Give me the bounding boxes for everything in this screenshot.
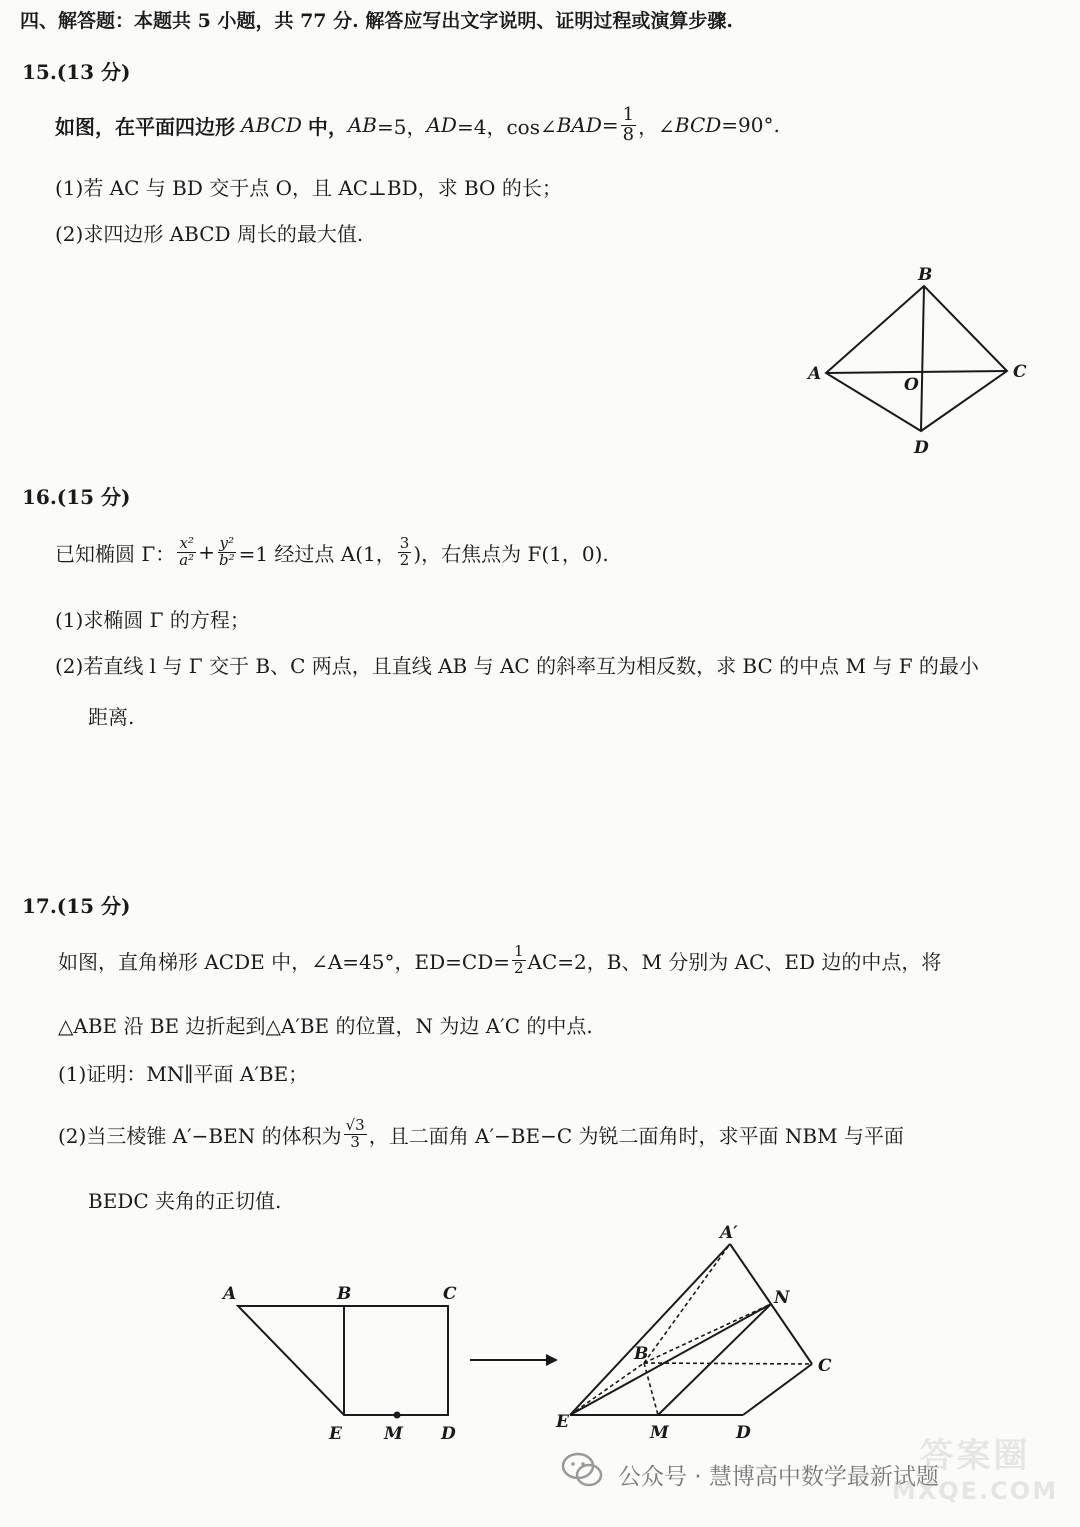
q16-number: 16.	[22, 485, 57, 509]
label-c: C	[1013, 362, 1027, 382]
q15-header	[22, 56, 131, 85]
q16-points: (15 分)	[56, 485, 131, 509]
fraction-denominator: a²	[179, 550, 195, 569]
watermark	[560, 1428, 1060, 1518]
label-m: M	[650, 1423, 669, 1443]
q17-part2-line2: BEDC 夹角的正切值.	[88, 1189, 282, 1213]
watermark-logo-sub: MXQE.COM	[891, 1477, 1059, 1505]
watermark-text: 公众号 · 慧博高中数学最新试题	[618, 1464, 939, 1490]
label-d: D	[441, 1424, 456, 1444]
q15-stem	[55, 103, 780, 147]
diagonal-bd	[921, 286, 924, 431]
q16-stem	[55, 526, 609, 578]
q17-part2-line1	[58, 1108, 904, 1160]
fraction-numerator: 3	[399, 533, 410, 552]
q15-stem-var: AD	[426, 113, 457, 137]
q17-fraction-sqrt3	[344, 1115, 367, 1151]
fraction-numerator: x²	[179, 533, 194, 552]
q16-fraction-y	[217, 533, 237, 569]
q17-part1: (1)证明：MN∥平面 A′BE；	[58, 1062, 309, 1086]
q15-stem-text: ，∠	[638, 114, 675, 139]
label-n: N	[774, 1288, 790, 1308]
label-a-prime: A′	[720, 1223, 738, 1243]
q17-part2-text: ，且二面角 A′−BE−C 为锐二面角时，求平面 NBM 与平面	[368, 1123, 904, 1148]
q16-fraction-x	[177, 533, 196, 569]
q15-fraction	[621, 103, 636, 145]
diagonal-ac	[826, 371, 1007, 373]
q15-stem-var: BAD	[556, 113, 602, 137]
q17-figure-folded-solid	[548, 1222, 848, 1452]
transform-arrow-icon	[468, 1350, 560, 1370]
label-c: C	[443, 1284, 457, 1304]
q16-stem-text: =1 经过点 A(1，	[238, 541, 396, 566]
q15-stem-text: =4，cos∠	[456, 114, 557, 139]
fraction-denominator: 8	[622, 123, 635, 145]
q15-stem-var: ABCD	[241, 113, 302, 137]
q16-part2-line2: 距离.	[88, 705, 135, 729]
fraction-denominator: 3	[350, 1132, 360, 1151]
q17-stem-text: 如图，直角梯形 ACDE 中，∠A=45°，ED=CD=	[58, 949, 510, 974]
q17-part2-text: (2)当三棱锥 A′−BEN 的体积为	[58, 1123, 342, 1148]
quadrilateral-outline	[826, 286, 1007, 431]
watermark-logo-text: 答案圈	[919, 1436, 1031, 1476]
edge-en	[570, 1304, 771, 1415]
fraction-numerator: 1	[514, 941, 524, 960]
q17-stem-line2: △ABE 沿 BE 边折起到△A′BE 的位置，N 为边 A′C 的中点.	[58, 1014, 593, 1038]
hidden-eb	[570, 1363, 644, 1415]
edge-ea	[570, 1244, 730, 1415]
q16-stem-text: )，右焦点为 F(1，0).	[413, 541, 609, 566]
q15-stem-var: AB	[347, 113, 377, 137]
q15-part1: (1)若 AC 与 BD 交于点 O，且 AC⊥BD，求 BO 的长；	[55, 176, 562, 200]
fraction-denominator: 2	[514, 958, 524, 977]
q16-part1: (1)求椭圆 Γ 的方程；	[55, 608, 250, 632]
fraction-numerator: √3	[345, 1115, 365, 1134]
q15-points: (13 分)	[56, 60, 131, 84]
watermark-logo	[890, 1428, 1060, 1518]
q15-stem-var: BCD	[674, 113, 722, 137]
q15-stem-text: =90°.	[721, 113, 780, 137]
q15-part2: (2)求四边形 ABCD 周长的最大值.	[55, 222, 364, 246]
label-c: C	[818, 1356, 832, 1376]
label-a: A	[808, 364, 822, 384]
label-e: E	[556, 1412, 569, 1432]
fraction-numerator: y²	[219, 533, 235, 552]
hidden-bn	[644, 1304, 771, 1363]
q16-stem-text: 已知椭圆 Γ：	[55, 541, 176, 566]
fraction-numerator: 1	[622, 103, 635, 125]
point-m	[394, 1412, 401, 1419]
edge-dc	[743, 1364, 812, 1415]
q15-number: 15.	[22, 60, 57, 84]
fraction-denominator: b²	[218, 550, 235, 569]
label-b: B	[337, 1284, 352, 1304]
q15-stem-text: =5，	[377, 114, 427, 139]
q17-figure-trapezoid	[215, 1280, 475, 1450]
q17-fraction-half	[512, 941, 526, 977]
q16-stem-plus: +	[198, 540, 215, 564]
q17-header	[22, 890, 131, 919]
q17-number: 17.	[22, 894, 57, 918]
q16-header	[22, 481, 131, 510]
q16-fraction-32	[398, 533, 412, 569]
section-header: 四、解答题：本题共 5 小题，共 77 分. 解答应写出文字说明、证明过程或演算步骤.	[20, 10, 733, 32]
q17-stem-text: AC=2，B、M 分别为 AC、ED 边的中点，将	[527, 949, 942, 974]
hidden-ba	[644, 1244, 730, 1363]
q15-stem-text: =	[601, 113, 619, 137]
hidden-bc	[644, 1363, 812, 1364]
label-b: B	[634, 1344, 649, 1364]
label-d: D	[736, 1423, 751, 1443]
q15-figure-quadrilateral	[800, 258, 1040, 463]
q17-points: (15 分)	[56, 894, 131, 918]
wechat-icon	[560, 1450, 606, 1490]
q17-stem-line1	[58, 934, 941, 986]
q16-part2-line1: (2)若直线 l 与 Γ 交于 B、C 两点，且直线 AB 与 AC 的斜率互为相反数，求 BC 的中点 M 与 F 的最小	[55, 654, 979, 678]
label-b: B	[918, 265, 933, 285]
label-m: M	[384, 1424, 403, 1444]
label-a: A	[223, 1284, 237, 1304]
label-o: O	[904, 375, 919, 395]
q15-stem-text: 中，	[307, 114, 348, 139]
label-d: D	[914, 438, 929, 458]
label-e: E	[329, 1424, 342, 1444]
q15-stem-text: 如图，在平面四边形	[55, 114, 235, 139]
fraction-denominator: 2	[399, 550, 410, 569]
